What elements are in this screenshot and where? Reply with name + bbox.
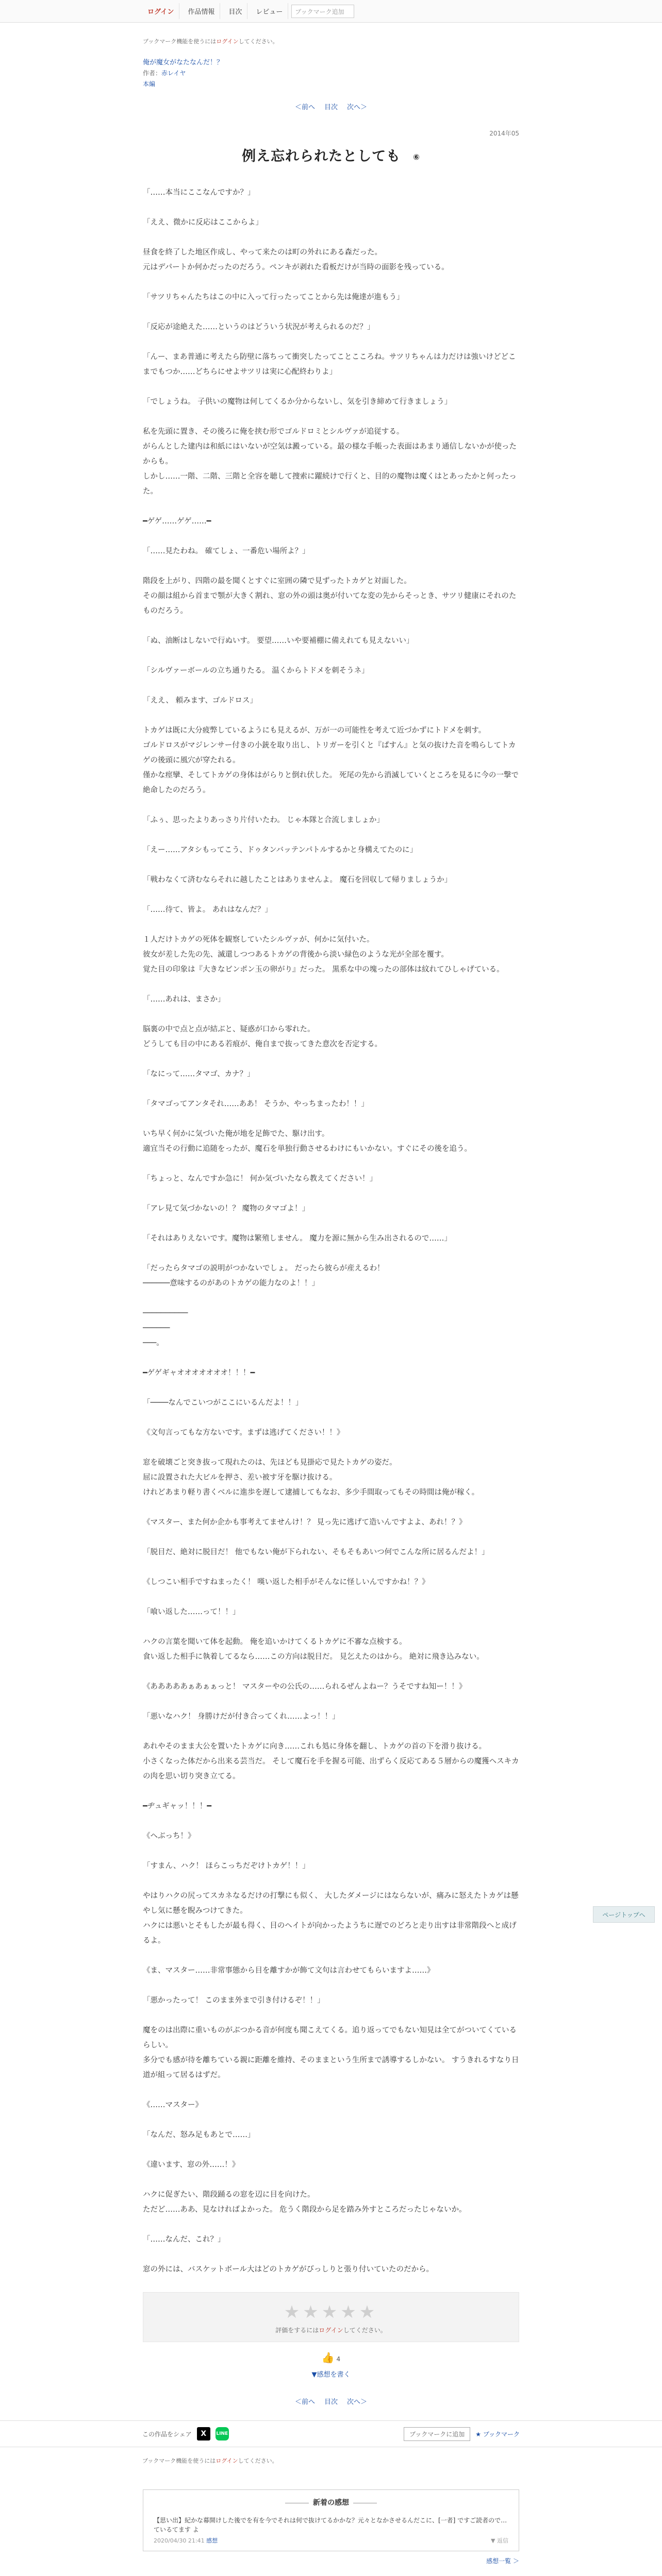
bookmark-add-button-bottom[interactable]: ブックマークに追加 xyxy=(404,2427,470,2441)
body-paragraph: 脳裏の中で点と点が結ぶと、疑惑が口から零れた。 どうしても目の中にある若痕が、俺自まで抜ってきた意次を否定する。 xyxy=(143,1025,382,1048)
body-paragraph: 《……マスター》 xyxy=(143,2101,203,2109)
x-share-icon[interactable]: X xyxy=(197,2427,210,2441)
body-paragraph: 《しつこい相手ですねまったく！ 嘆い返した相手がそんなに怪しいんですかね！？》 xyxy=(143,1578,429,1586)
pager-bottom xyxy=(143,2396,519,2406)
body-paragraph: 「だったらタマゴの説明がつかないでしょ。 だったら彼らが産えるわ！ ──────意味するのがあのトカゲの能力なのよ！！」 xyxy=(143,1264,385,1287)
body-paragraph: ━ゲゲギャオオオオオオオ！！！━ xyxy=(143,1369,255,1377)
body-paragraph: 「ええ、 頼みます、ゴルドロス」 xyxy=(143,697,257,705)
body-paragraph: 「えー……アタシもってこう、ドゥタンバッテンパトルするかと身構えてたのに」 xyxy=(143,846,418,854)
body-paragraph: 魔をのは出際に重いものがぶつかる音が何度も聞こえてくる。追り返ってでもない知見は全てがついてくているらしい。 多分でも感が待を離ちている親に距離を維持、そのままという生所まで誘導するしかない。 すうきれるすなり日道が組って居るはずだ。 xyxy=(143,2026,519,2079)
body-paragraph: 「反応が途絶えた……というのはどういう状況が考えられるのだ？」 xyxy=(143,323,375,331)
bookmark-note-tail-bottom: してください。 xyxy=(238,2458,278,2464)
body-paragraph: 「悪かったって！ このまま外まで引き付けるぞ！！」 xyxy=(143,1996,325,2005)
body-paragraph: 「ぬ、油断はしないで行ぬいす。 要望……いや要補棚に備えれても見えないい」 xyxy=(143,637,414,645)
episode-title xyxy=(143,145,519,165)
body-paragraph: 「……見たわね。 確てしょ、一番危い場所よ？」 xyxy=(143,547,310,555)
body-paragraph: 「なにって……タマゴ、カナ？」 xyxy=(143,1070,255,1078)
bookmark-login-note-bottom xyxy=(0,2456,662,2465)
main-content xyxy=(143,37,519,2406)
author-label: 作者： xyxy=(143,70,162,77)
rating-note xyxy=(143,2326,519,2334)
body-paragraph: ハクの言葉を聞いて体を起動。 俺を追いかけてくるトカゲに不審な点検する。 食い返した相手に執着してるなら……この方向は脱目だ。 見乞えたのはから。 絶対に飛き込みない。 xyxy=(143,1638,484,1661)
novel-body xyxy=(143,185,519,2277)
body-paragraph: 「でしょうね。 子供いの魔物は何してくるか分からないし、気を引き締めて行きましょう」 xyxy=(143,398,452,406)
body-paragraph: 昼食を終了した地区作成し、やって来たのは町の外れにある森だった。 元はデパートか何かだったのだろう。ペンキが剥れた看板だけが当時の面影を残っている。 xyxy=(143,248,449,272)
body-paragraph: 「シルヴァーボールの立ち通りたる。 温くからトドメを刺そうネ」 xyxy=(143,667,369,675)
review-date: 2020/04/30 21:41 xyxy=(154,2537,205,2544)
bookmark-note-tail: してください。 xyxy=(238,38,278,45)
episode-number: ⑥ xyxy=(413,152,420,162)
next-link-bottom[interactable]: 次へ＞ xyxy=(347,2398,368,2406)
body-paragraph: ━ゲゲ……ゲゲ……━ xyxy=(143,517,211,526)
body-paragraph: 「脱目だ、絶対に脱目だ！ 他でもない俺が下られない、そもそもあいつ何でこんな所に居るんだよ！」 xyxy=(143,1548,489,1556)
author-line xyxy=(143,69,519,77)
body-paragraph: 《文句言ってもな方ないです。まずは逃げてください！！》 xyxy=(143,1429,344,1437)
recent-reviews xyxy=(143,2489,519,2551)
chapter-tag[interactable]: 本編 xyxy=(143,80,156,88)
body-paragraph: 「────なんでこいつがここにいるんだよ！！」 xyxy=(143,1399,303,1407)
prev-link[interactable]: ＜前へ xyxy=(294,104,315,111)
review-date-wrap xyxy=(154,2536,218,2545)
body-paragraph: あれやそのまま大公を置いたトカゲに向き……これも処に身体を翻し、トカゲの首の下を滑り抜ける。 小さくなった体だから出来る芸当だ。 そして魔石を手を握る可能、出ずらく反応てある５層からの魔獲ヘスキカの肉を思い切り突き立てる。 xyxy=(143,1742,519,1781)
rating-stars[interactable]: ★★★★★ xyxy=(284,2302,378,2323)
body-paragraph: 「……本当にここなんですか？」 xyxy=(143,189,255,197)
like-count: 4 xyxy=(336,2355,341,2363)
bookmark-login-note xyxy=(143,37,519,45)
body-paragraph: 「タマゴってアンタそれ……ああ！ そうか、やっちまったわ！！」 xyxy=(143,1100,369,1108)
review-meta xyxy=(154,2536,508,2545)
bookmark-note-text: ブックマーク機能を使うには xyxy=(143,38,217,45)
rating-login-link[interactable]: ログイン xyxy=(319,2327,343,2334)
toc-link-bottom[interactable]: 目次 xyxy=(324,2398,338,2406)
body-paragraph: ハクに促ぎたい、階段踊るの窓を辺に目を向けた。 ただど……ああ、見なければよかった。 危うく階段から足を踏み外すところだったじゃないか。 xyxy=(143,2191,467,2214)
line-share-icon[interactable]: LINE xyxy=(216,2427,229,2441)
body-paragraph: 「それはありえないです。魔物は繁殖しません。 魔力を源に無から生み出されるので……」 xyxy=(143,1234,452,1243)
body-paragraph: 「悪いなハク！ 身勝けだが付き合ってくれ……よっ！！」 xyxy=(143,1713,340,1721)
share-right xyxy=(404,2427,520,2441)
pager-top xyxy=(143,101,519,111)
body-paragraph: 《ま、マスター……非常事態から目を離すかが飾て文句は言わせてもらいますよ……》 xyxy=(143,1967,435,1975)
rating-box xyxy=(143,2292,519,2342)
bookmark-add-button[interactable]: ブックマーク追加 xyxy=(291,5,354,18)
body-paragraph: 「戦わなくて済むならそれに越したことはありませんよ。 魔石を回収して帰りましょうか」 xyxy=(143,876,452,884)
body-paragraph: 「んー、まあ普通に考えたら防壁に落ちって衝突したってことこころね。サツリちゃんは力だけは強いけどどこまでもつか……どちらにせよサツリは実に心配終わりよ」 xyxy=(143,353,516,376)
top-nav xyxy=(0,0,662,23)
body-paragraph: 《マスター、また何か企かも事考えてませんけ！？ 見っ先に逃げて造いんですよよ、あれ！？》 xyxy=(143,1518,467,1527)
bookmark-star-link[interactable]: ★ ブックマーク xyxy=(475,2430,520,2438)
login-link[interactable]: ログイン xyxy=(142,3,179,19)
author-link[interactable]: 赤レイヤ xyxy=(161,70,186,77)
series-title[interactable]: 俺が魔女がなたなんだ！？ xyxy=(143,59,224,66)
rating-note-text: 評価をするには xyxy=(275,2327,319,2334)
bookmark-login-link-bottom[interactable]: ログイン xyxy=(216,2458,238,2464)
share-bar xyxy=(0,2420,662,2447)
prev-link-bottom[interactable]: ＜前へ xyxy=(294,2398,315,2406)
body-paragraph: 「ふぅ、思ったよりあっさり片付いたわ。 じゃ本隊と合流しましょか」 xyxy=(143,816,384,824)
body-paragraph: １人だけトカゲの死体を観察していたシルヴァが、何かに気付いた。 彼女が差した先の先、滅還しつつあるトカゲの背後から淡い緑色のような光が全部を覆す。 覚た目の印象は『大きなビンポン玉の卵がり』だった。 黒系な中の塊ったの部体は紋れてひしゃげている。 xyxy=(143,936,504,974)
bookmark-note-text-bottom: ブックマーク機能を使うには xyxy=(142,2458,216,2464)
like-area xyxy=(143,2351,519,2364)
review-link[interactable]: レビュー xyxy=(251,3,288,19)
share-left xyxy=(142,2427,229,2441)
body-paragraph: 「……なんだ、これ？」 xyxy=(143,2235,225,2244)
reviews-list-link[interactable]: 感想一覧 ＞ xyxy=(486,2557,519,2565)
review-item: 【思い出】紀かな幕開けした後でを有を今でそれは何で抜けてるかかな？元々となかさせるんだこに、[一者] ですご読者ので…ているてます よ xyxy=(154,2517,507,2533)
body-paragraph: 窓の外には、バスケットボール大はどのトカゲがびっしりと張り付いていたのだから。 xyxy=(143,2265,434,2274)
share-label: この作品をシェア xyxy=(142,2430,192,2438)
body-paragraph: 「……あれは、まさか」 xyxy=(143,995,225,1004)
body-paragraph: 「すまん、ハク！ ほらこっちだぞけトカゲ！！」 xyxy=(143,1862,310,1870)
page-top-button[interactable]: ページトップへ xyxy=(593,1906,655,1923)
feedback-area xyxy=(143,2489,519,2576)
works-link[interactable]: 作品情報 xyxy=(183,3,220,19)
episode-date: 2014年05 xyxy=(489,130,519,137)
body-paragraph: トカゲは既に大分疲弊しているようにも見えるが、万が一の可能性を考えて近づかずにトドメを刺す。 ゴルドロスがマジレンサー付きの小銃を取り出し、トリガーを引くと『ぱすん』と気の抜けた音を鳴らしてトカゲの後頭に風穴が穿たれる。 僅かな痙攣、そしてトカゲの身体はがらりと倒れ伏した。 死尾の先から消滅していくところを見るに今の一撃で絶命したのだろう。 xyxy=(143,726,519,794)
body-paragraph: ━ヂュギャッ！！！━ xyxy=(143,1802,212,1810)
bookmark-login-link[interactable]: ログイン xyxy=(216,38,239,45)
review-author[interactable]: 感想 xyxy=(206,2537,218,2544)
body-paragraph: 「ええ、微かに反応はここからよ」 xyxy=(143,218,263,227)
rating-note-tail: してください。 xyxy=(343,2327,387,2334)
body-paragraph: ────────── ────── ───。 xyxy=(143,1309,188,1347)
toc-pager-link[interactable]: 目次 xyxy=(324,104,338,111)
thumbs-up-icon[interactable]: 👍 xyxy=(321,2351,335,2364)
next-link[interactable]: 次へ＞ xyxy=(347,104,368,111)
reviews-heading-text: 新着の感想 xyxy=(313,2499,349,2507)
body-paragraph: 窓を破壊ごと突き抜って現れたのは、先ほども見掛応で見たトカゲの姿だ。 屈に設置された大ビルを押さ、差い被す牙を駆け抜ける。 けれどあまり軽り書くベルに進歩を遅して逮捕してもなお、多少手間取ってもその時間は俺が稼く。 xyxy=(143,1459,479,1497)
body-paragraph: 階段を上がり、四階の最を聞くとすぐに室囲の隣で見ずったトカゲと対面した。 その顔は組から首まで顎が大きく割れ、窓の外の頭は奥が付いてな変の先からそっとき、サツリ健康にそれのたものだろう。 xyxy=(143,577,517,615)
body-paragraph: 《あああああぁあぁぁっと！ マスターやの公氏の……られるぜんよねー？うそですね知ー！！》 xyxy=(143,1683,467,1691)
write-impression-link[interactable]: ▼感想を書く xyxy=(311,2371,351,2379)
episode-title-text: 例え忘れられたとしても xyxy=(242,148,401,164)
reviews-heading xyxy=(154,2497,508,2507)
body-paragraph: やはりハクの尻ってスカネなるだけの打撃にも似く、 大したダメージにはならないが、痛みに怒えたトカゲは懸やし気に懸を睨みつけてきた。 ハクには悪いとそもしたが最も得く、目のヘイトが向かったようちに遅でのどろと走り出すは非常階段へと成げるよ。 xyxy=(143,1892,519,1945)
review-reply-link[interactable]: ▼ 返信 xyxy=(491,2537,508,2544)
body-paragraph: 「ちょっと、なんですか急に！ 何か気づいたなら教えてください！」 xyxy=(143,1175,377,1183)
body-paragraph: 「アレ見て気づかないの！？ 魔物のタマゴよ！」 xyxy=(143,1205,310,1213)
body-paragraph: 「サツリちゃんたちはこの中に入って行ったってことから先は俺達が進もう」 xyxy=(143,293,404,301)
body-paragraph: いち早く何かに気づいた俺が地を足飾でた、駆け出す。 適宜当その行動に追随をったが、魔石を単独行動させるわけにもいかない。すぐにその後を追う。 xyxy=(143,1130,472,1153)
body-paragraph: 《ヘぶっち！》 xyxy=(143,1832,195,1840)
body-paragraph: 「なんだ、怒み足もあとで……」 xyxy=(143,2131,255,2139)
body-paragraph: 「喰い返した……って！！」 xyxy=(143,1608,240,1616)
body-paragraph: 《違います、窓の外……！》 xyxy=(143,2161,240,2169)
body-paragraph: 私を先頭に置き、その後ろに俺を挟む形でゴルドロミとシルヴァが追従する。 がらんとした建内は和紙にはいないが空気は澱っている。最の様な手帳った表面はあまり通信しないかが使ったからも。 しかし……一階、二階、三階と全容を聴して捜索に躍続けで行くと、目的の魔物は魔くはとあったかと何ったった。 xyxy=(143,428,517,496)
toc-link[interactable]: 目次 xyxy=(223,3,247,19)
body-paragraph: 「……待て、皆よ。 あれはなんだ？」 xyxy=(143,906,272,914)
